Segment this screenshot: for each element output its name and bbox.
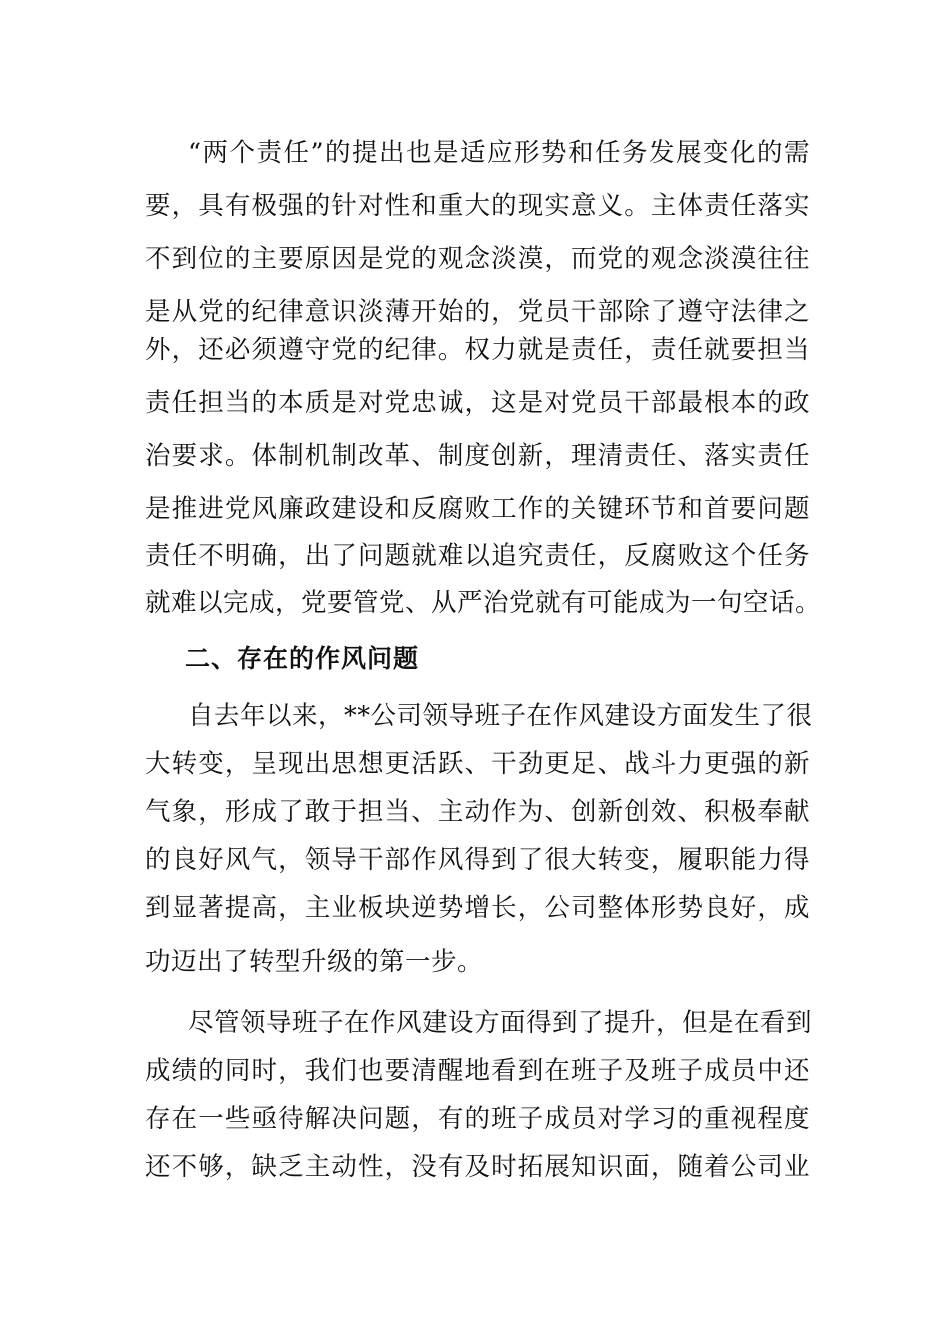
paragraph2-line: 自去年以来，**公司领导班子在作风建设方面发生了很 <box>188 701 813 731</box>
paragraph1-line: 是从党的纪律意识淡薄开始的，党员干部除了遵守法律之 <box>145 297 810 327</box>
paragraph1-line: “两个责任”的提出也是适应形势和任务发展变化的需 <box>188 138 810 168</box>
paragraph1-line: 责任担当的本质是对党忠诚，这是对党员干部最根本的政 <box>145 388 810 418</box>
paragraph2-line: 大转变，呈现出思想更活跃、干劲更足、战斗力更强的新 <box>145 749 810 779</box>
paragraph1-line: 外，还必须遵守党的纪律。权力就是责任，责任就要担当 <box>145 335 810 365</box>
paragraph1-line: 责任不明确，出了问题就难以追究责任，反腐败这个任务 <box>145 541 810 571</box>
paragraph1-line: 不到位的主要原因是党的观念淡漠，而党的观念淡漠往往 <box>145 244 810 274</box>
section-heading: 二、存在的作风问题 <box>185 644 420 673</box>
paragraph3-line: 还不够，缺乏主动性，没有及时拓展知识面，随着公司业 <box>145 1152 810 1182</box>
paragraph1-line: 治要求。体制机制改革、制度创新，理清责任、落实责任 <box>145 441 810 471</box>
paragraph3-line: 存在一些亟待解决问题，有的班子成员对学习的重视程度 <box>145 1104 810 1134</box>
paragraph3-line: 尽管领导班子在作风建设方面得到了提升，但是在看到 <box>188 1008 813 1038</box>
paragraph2-line: 功迈出了转型升级的第一步。 <box>145 947 484 977</box>
paragraph1-line: 就难以完成，党要管党、从严治党就有可能成为一句空话。 <box>145 588 822 618</box>
paragraph2-line: 气象，形成了敢于担当、主动作为、创新创效、积极奉献 <box>145 797 810 827</box>
paragraph1-line: 是推进党风廉政建设和反腐败工作的关键环节和首要问题 <box>145 494 810 524</box>
paragraph1-line: 要，具有极强的针对性和重大的现实意义。主体责任落实 <box>145 191 810 221</box>
paragraph2-line: 的良好风气，领导干部作风得到了很大转变，履职能力得 <box>145 845 810 875</box>
paragraph3-line: 成绩的同时，我们也要清醒地看到在班子及班子成员中还 <box>145 1056 810 1086</box>
paragraph2-line: 到显著提高，主业板块逆势增长，公司整体形势良好，成 <box>145 893 810 923</box>
